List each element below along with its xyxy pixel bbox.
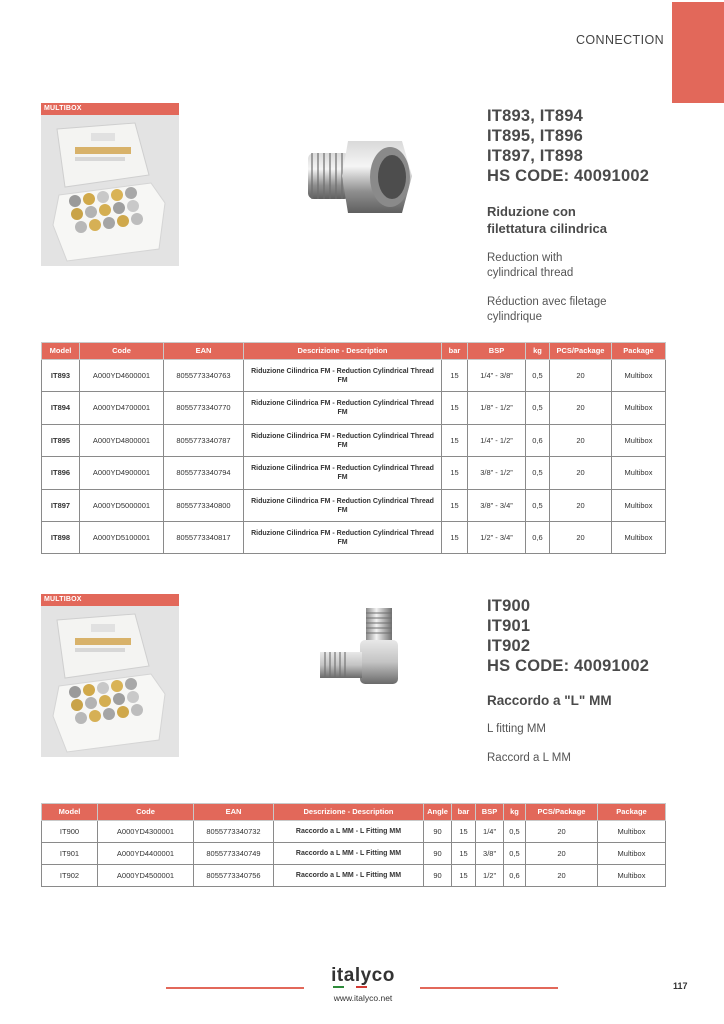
cell-bsp: 1/2” - 3/4” (468, 522, 526, 554)
logo-word: italyco (331, 965, 395, 986)
cell-code: A000YD5000001 (80, 490, 164, 522)
table-row (42, 490, 666, 522)
table-row (42, 392, 666, 425)
table-row (42, 843, 666, 865)
cell-kg: 0,5 (504, 821, 526, 843)
cell-ean: 8055773340763 (164, 360, 244, 392)
cell-model: IT896 (42, 457, 80, 490)
website-link[interactable]: www.italyco.net (333, 993, 393, 1003)
cell-package: Multibox (612, 457, 666, 490)
multibox-image-1 (41, 103, 179, 266)
product1-name-fr (487, 295, 649, 325)
col-header: bar (452, 804, 476, 821)
cell-code: A000YD4500001 (98, 865, 194, 887)
cell-kg: 0,6 (526, 522, 550, 554)
cell-bar: 15 (442, 457, 468, 490)
cell-bsp: 1/4” - 1/2” (468, 425, 526, 457)
multibox-label: MULTIBOX (41, 103, 179, 115)
cell-ean: 8055773340756 (194, 865, 274, 887)
col-header: BSP (476, 804, 504, 821)
cell-bsp: 3/8” - 3/4” (468, 490, 526, 522)
product-code-line: IT895, IT896 (487, 127, 583, 145)
cell-pcs: 20 (550, 490, 612, 522)
page-number: 117 (673, 981, 688, 991)
cell-bsp: 1/2” (476, 865, 504, 887)
flag-stripe (333, 986, 367, 988)
cell-pcs: 20 (550, 360, 612, 392)
name-it-line: filettatura cilindrica (487, 221, 607, 236)
l-fitting-photo (310, 604, 410, 699)
col-header: kg (526, 343, 550, 360)
col-header: PCS/Package (526, 804, 598, 821)
cell-kg: 0,5 (526, 490, 550, 522)
cell-bsp: 3/8” (476, 843, 504, 865)
cell-pcs: 20 (526, 821, 598, 843)
section-label: CONNECTION (575, 33, 664, 47)
product2-codes (487, 596, 649, 676)
col-header: BSP (468, 343, 526, 360)
cell-bsp: 1/4” - 3/8” (468, 360, 526, 392)
product-code-line: IT900 (487, 597, 531, 615)
name-fr-line: cylindrique (487, 311, 542, 323)
product1-name-it (487, 203, 649, 237)
col-header: bar (442, 343, 468, 360)
cell-pcs: 20 (526, 865, 598, 887)
table-row (42, 821, 666, 843)
corner-color-tab (672, 2, 724, 103)
cell-bar: 15 (452, 821, 476, 843)
footer-line-left (166, 987, 304, 989)
table-row (42, 522, 666, 554)
cell-description: Raccordo a L MM - L Fitting MM (274, 821, 424, 843)
cell-ean: 8055773340800 (164, 490, 244, 522)
cell-bar: 15 (442, 490, 468, 522)
cell-code: A000YD4300001 (98, 821, 194, 843)
cell-ean: 8055773340817 (164, 522, 244, 554)
col-header: Angle (424, 804, 452, 821)
cell-package: Multibox (612, 392, 666, 425)
cell-kg: 0,5 (504, 843, 526, 865)
multibox-label: MULTIBOX (41, 594, 179, 606)
cell-angle: 90 (424, 865, 452, 887)
cell-model: IT900 (42, 821, 98, 843)
italyco-logo (327, 966, 399, 988)
table-row (42, 457, 666, 490)
product-code-line: IT893, IT894 (487, 107, 583, 125)
multibox-image-2 (41, 594, 179, 757)
col-header: Model (42, 343, 80, 360)
cell-bar: 15 (442, 522, 468, 554)
col-header: EAN (164, 343, 244, 360)
product-code-line: IT902 (487, 637, 531, 655)
cell-package: Multibox (598, 821, 666, 843)
cell-kg: 0,6 (504, 865, 526, 887)
cell-code: A000YD4700001 (80, 392, 164, 425)
table-header-row (42, 343, 666, 360)
cell-package: Multibox (598, 843, 666, 865)
hs-code: HS CODE: 40091002 (487, 167, 650, 185)
cell-model: IT898 (42, 522, 80, 554)
cell-angle: 90 (424, 821, 452, 843)
reduction-fitting-photo (298, 131, 418, 226)
product2-spec-table (41, 803, 666, 887)
cell-bsp: 3/8” - 1/2” (468, 457, 526, 490)
table-row (42, 425, 666, 457)
multibox-photo (41, 115, 179, 266)
cell-bar: 15 (452, 843, 476, 865)
cell-code: A000YD4800001 (80, 425, 164, 457)
cell-bsp: 1/8” - 1/2” (468, 392, 526, 425)
product2-info (487, 596, 649, 766)
cell-package: Multibox (612, 425, 666, 457)
cell-description: Riduzione Cilindrica FM - Reduction Cylindrical Thread FM (244, 522, 442, 554)
cell-ean: 8055773340794 (164, 457, 244, 490)
cell-model: IT894 (42, 392, 80, 425)
product-code-line: IT897, IT898 (487, 147, 583, 165)
col-header: Code (80, 343, 164, 360)
product2-name-fr: Raccord a L MM (487, 752, 571, 764)
cell-description: Riduzione Cilindrica FM - Reduction Cylindrical Thread FM (244, 490, 442, 522)
cell-bar: 15 (442, 360, 468, 392)
col-header: Package (598, 804, 666, 821)
cell-kg: 0,5 (526, 457, 550, 490)
cell-package: Multibox (612, 360, 666, 392)
cell-description: Riduzione Cilindrica FM - Reduction Cylindrical Thread FM (244, 392, 442, 425)
footer-line-right (420, 987, 558, 989)
col-header: Descrizione - Description (274, 804, 424, 821)
table-row (42, 865, 666, 887)
cell-ean: 8055773340770 (164, 392, 244, 425)
cell-ean: 8055773340732 (194, 821, 274, 843)
cell-ean: 8055773340749 (194, 843, 274, 865)
product1-info (487, 106, 649, 325)
name-en-line: Reduction with (487, 252, 563, 264)
col-header: Code (98, 804, 194, 821)
hs-code: HS CODE: 40091002 (487, 657, 650, 675)
cell-description: Raccordo a L MM - L Fitting MM (274, 843, 424, 865)
cell-code: A000YD4600001 (80, 360, 164, 392)
cell-bsp: 1/4” (476, 821, 504, 843)
cell-description: Raccordo a L MM - L Fitting MM (274, 865, 424, 887)
product2-name-it: Raccordo a "L" MM (487, 693, 612, 708)
cell-pcs: 20 (550, 425, 612, 457)
product1-codes (487, 106, 649, 186)
cell-pcs: 20 (526, 843, 598, 865)
cell-code: A000YD4400001 (98, 843, 194, 865)
col-header: Descrizione - Description (244, 343, 442, 360)
cell-package: Multibox (612, 490, 666, 522)
cell-bar: 15 (442, 392, 468, 425)
cell-bar: 15 (452, 865, 476, 887)
col-header: Package (612, 343, 666, 360)
cell-angle: 90 (424, 843, 452, 865)
multibox-photo (41, 606, 179, 757)
col-header: Model (42, 804, 98, 821)
cell-description: Riduzione Cilindrica FM - Reduction Cylindrical Thread FM (244, 360, 442, 392)
cell-package: Multibox (598, 865, 666, 887)
cell-kg: 0,5 (526, 360, 550, 392)
cell-description: Riduzione Cilindrica FM - Reduction Cylindrical Thread FM (244, 425, 442, 457)
cell-model: IT902 (42, 865, 98, 887)
cell-pcs: 20 (550, 522, 612, 554)
cell-description: Riduzione Cilindrica FM - Reduction Cylindrical Thread FM (244, 457, 442, 490)
cell-pcs: 20 (550, 457, 612, 490)
cell-model: IT893 (42, 360, 80, 392)
cell-kg: 0,6 (526, 425, 550, 457)
cell-code: A000YD4900001 (80, 457, 164, 490)
cell-pcs: 20 (550, 392, 612, 425)
table-header-row (42, 804, 666, 821)
table-row (42, 360, 666, 392)
col-header: EAN (194, 804, 274, 821)
col-header: PCS/Package (550, 343, 612, 360)
cell-model: IT897 (42, 490, 80, 522)
cell-ean: 8055773340787 (164, 425, 244, 457)
product2-name-en: L fitting MM (487, 723, 547, 735)
cell-model: IT895 (42, 425, 80, 457)
name-it-line: Riduzione con (487, 204, 576, 219)
name-fr-line: Réduction avec filetage (487, 296, 607, 308)
cell-package: Multibox (612, 522, 666, 554)
col-header: kg (504, 804, 526, 821)
product-code-line: IT901 (487, 617, 531, 635)
cell-kg: 0,5 (526, 392, 550, 425)
name-en-line: cylindrical thread (487, 267, 574, 279)
cell-model: IT901 (42, 843, 98, 865)
product1-name-en (487, 251, 649, 281)
cell-bar: 15 (442, 425, 468, 457)
product1-spec-table (41, 342, 666, 554)
cell-code: A000YD5100001 (80, 522, 164, 554)
